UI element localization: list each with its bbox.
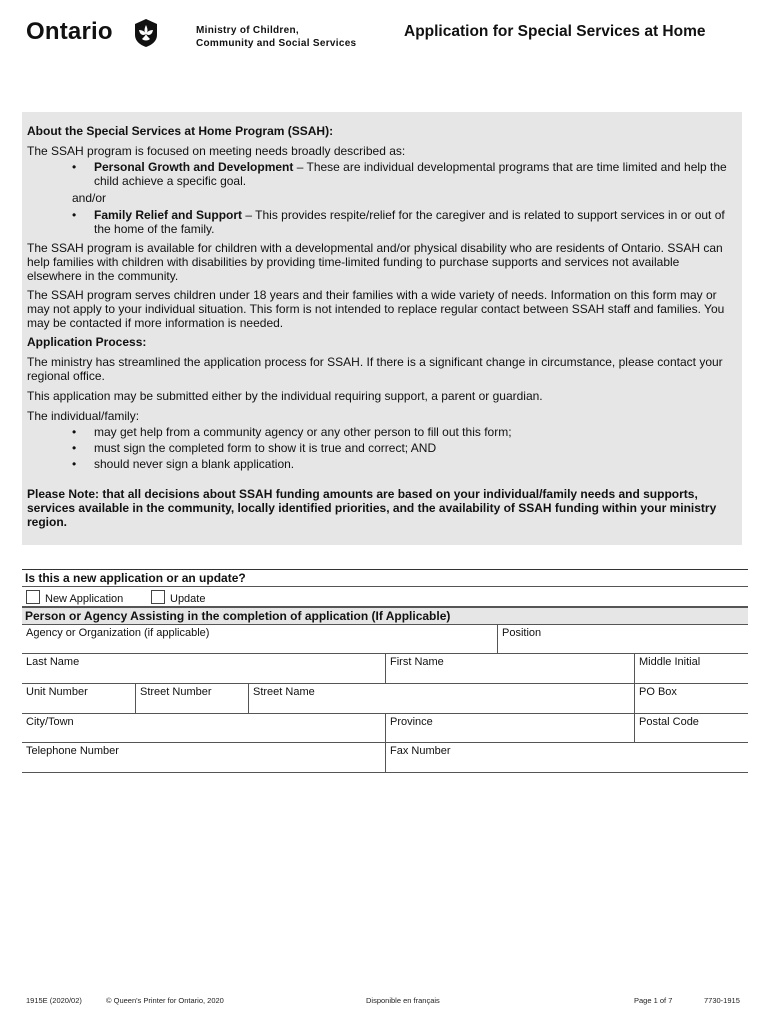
application-form	[22, 569, 748, 773]
city-field[interactable]: City/Town	[26, 716, 74, 728]
copyright: © Queen's Printer for Ontario, 2020	[106, 996, 224, 1005]
process-heading: Application Process:	[27, 335, 147, 349]
postal-code-field[interactable]: Postal Code	[634, 714, 748, 742]
bullet-growth: • Personal Growth and Development – These are individual developmental programs that are time limited and help the child achieve a specific goal.	[72, 160, 727, 188]
po-box-field[interactable]: PO Box	[634, 684, 748, 713]
availability-paragraph: The SSAH program is available for children with a developmental and/or physical disability who are residents of Ontario. SSAH can help families with children with disabilities by providing time-limited funding to purchase supports and services not available elsewhere in the community.	[27, 241, 723, 283]
family-bullet: • must sign the completed form to show it is true and correct; AND	[72, 441, 437, 455]
ontario-logo-text: Ontario	[26, 18, 113, 45]
andor-text: and/or	[72, 191, 107, 205]
unit-number-field[interactable]: Unit Number	[26, 686, 88, 698]
program-info-box	[22, 112, 742, 545]
french-version-link: Disponible en français	[366, 996, 440, 1005]
new-application-checkbox[interactable]	[26, 590, 40, 604]
family-intro: The individual/family:	[27, 409, 140, 423]
update-option[interactable]: Update	[147, 587, 209, 606]
name-row	[22, 654, 748, 684]
ministry-name: Ministry of Children, Community and Social Services	[196, 25, 357, 49]
application-type-row	[22, 587, 748, 607]
street-number-field[interactable]: Street Number	[135, 684, 248, 713]
phone-row	[22, 743, 748, 773]
trillium-logo-icon	[133, 18, 159, 48]
position-field[interactable]: Position	[497, 625, 748, 653]
street-name-field[interactable]: Street Name	[248, 684, 634, 713]
process-paragraph-1: The ministry has streamlined the application process for SSAH. If there is a significant change in circumstance, please contact your regional office.	[27, 355, 723, 383]
intro-text: The SSAH program is focused on meeting needs broadly described as:	[27, 144, 406, 158]
fax-field[interactable]: Fax Number	[385, 743, 748, 772]
family-bullet: • should never sign a blank application.	[72, 457, 295, 471]
family-bullet: • may get help from a community agency or any other person to fill out this form;	[72, 425, 512, 439]
new-application-option[interactable]: New Application	[22, 587, 127, 606]
first-name-field[interactable]: First Name	[385, 654, 634, 683]
assisting-section-title: Person or Agency Assisting in the completion of application (If Applicable)	[22, 607, 748, 625]
page-number: Page 1 of 7	[634, 996, 673, 1005]
telephone-field[interactable]: Telephone Number	[26, 745, 119, 757]
form-code: 1915E (2020/02)	[26, 996, 82, 1005]
document-number: 7730-1915	[704, 996, 740, 1005]
document-title: Application for Special Services at Home	[404, 23, 706, 40]
application-type-question: Is this a new application or an update?	[22, 569, 748, 587]
agency-row	[22, 625, 748, 654]
middle-initial-field[interactable]: Middle Initial	[634, 654, 748, 683]
about-heading: About the Special Services at Home Program (SSAH):	[27, 124, 334, 138]
funding-note: Please Note: that all decisions about SSAH funding amounts are based on your individual/family needs and supports, services available in the community, locally identified priorities, and the availability of SSAH funding within your ministry region.	[27, 487, 717, 529]
city-row	[22, 714, 748, 743]
address-row	[22, 684, 748, 714]
bullet-relief: • Family Relief and Support – This provides respite/relief for the caregiver and is related to support services in or out of the home of the family.	[72, 208, 725, 236]
agency-field[interactable]: Agency or Organization (if applicable)	[26, 627, 210, 639]
province-field[interactable]: Province	[385, 714, 634, 742]
update-checkbox[interactable]	[151, 590, 165, 604]
last-name-field[interactable]: Last Name	[26, 656, 80, 668]
process-paragraph-2: This application may be submitted either by the individual requiring support, a parent or guardian.	[27, 389, 543, 403]
needs-paragraph: The SSAH program serves children under 18 years and their families with a wide variety of needs. Information on this form may or may not apply to your individual situation. This form is not intended to replace regular contact between SSAH staff and families. You may be contacted if more information is needed.	[27, 288, 725, 330]
